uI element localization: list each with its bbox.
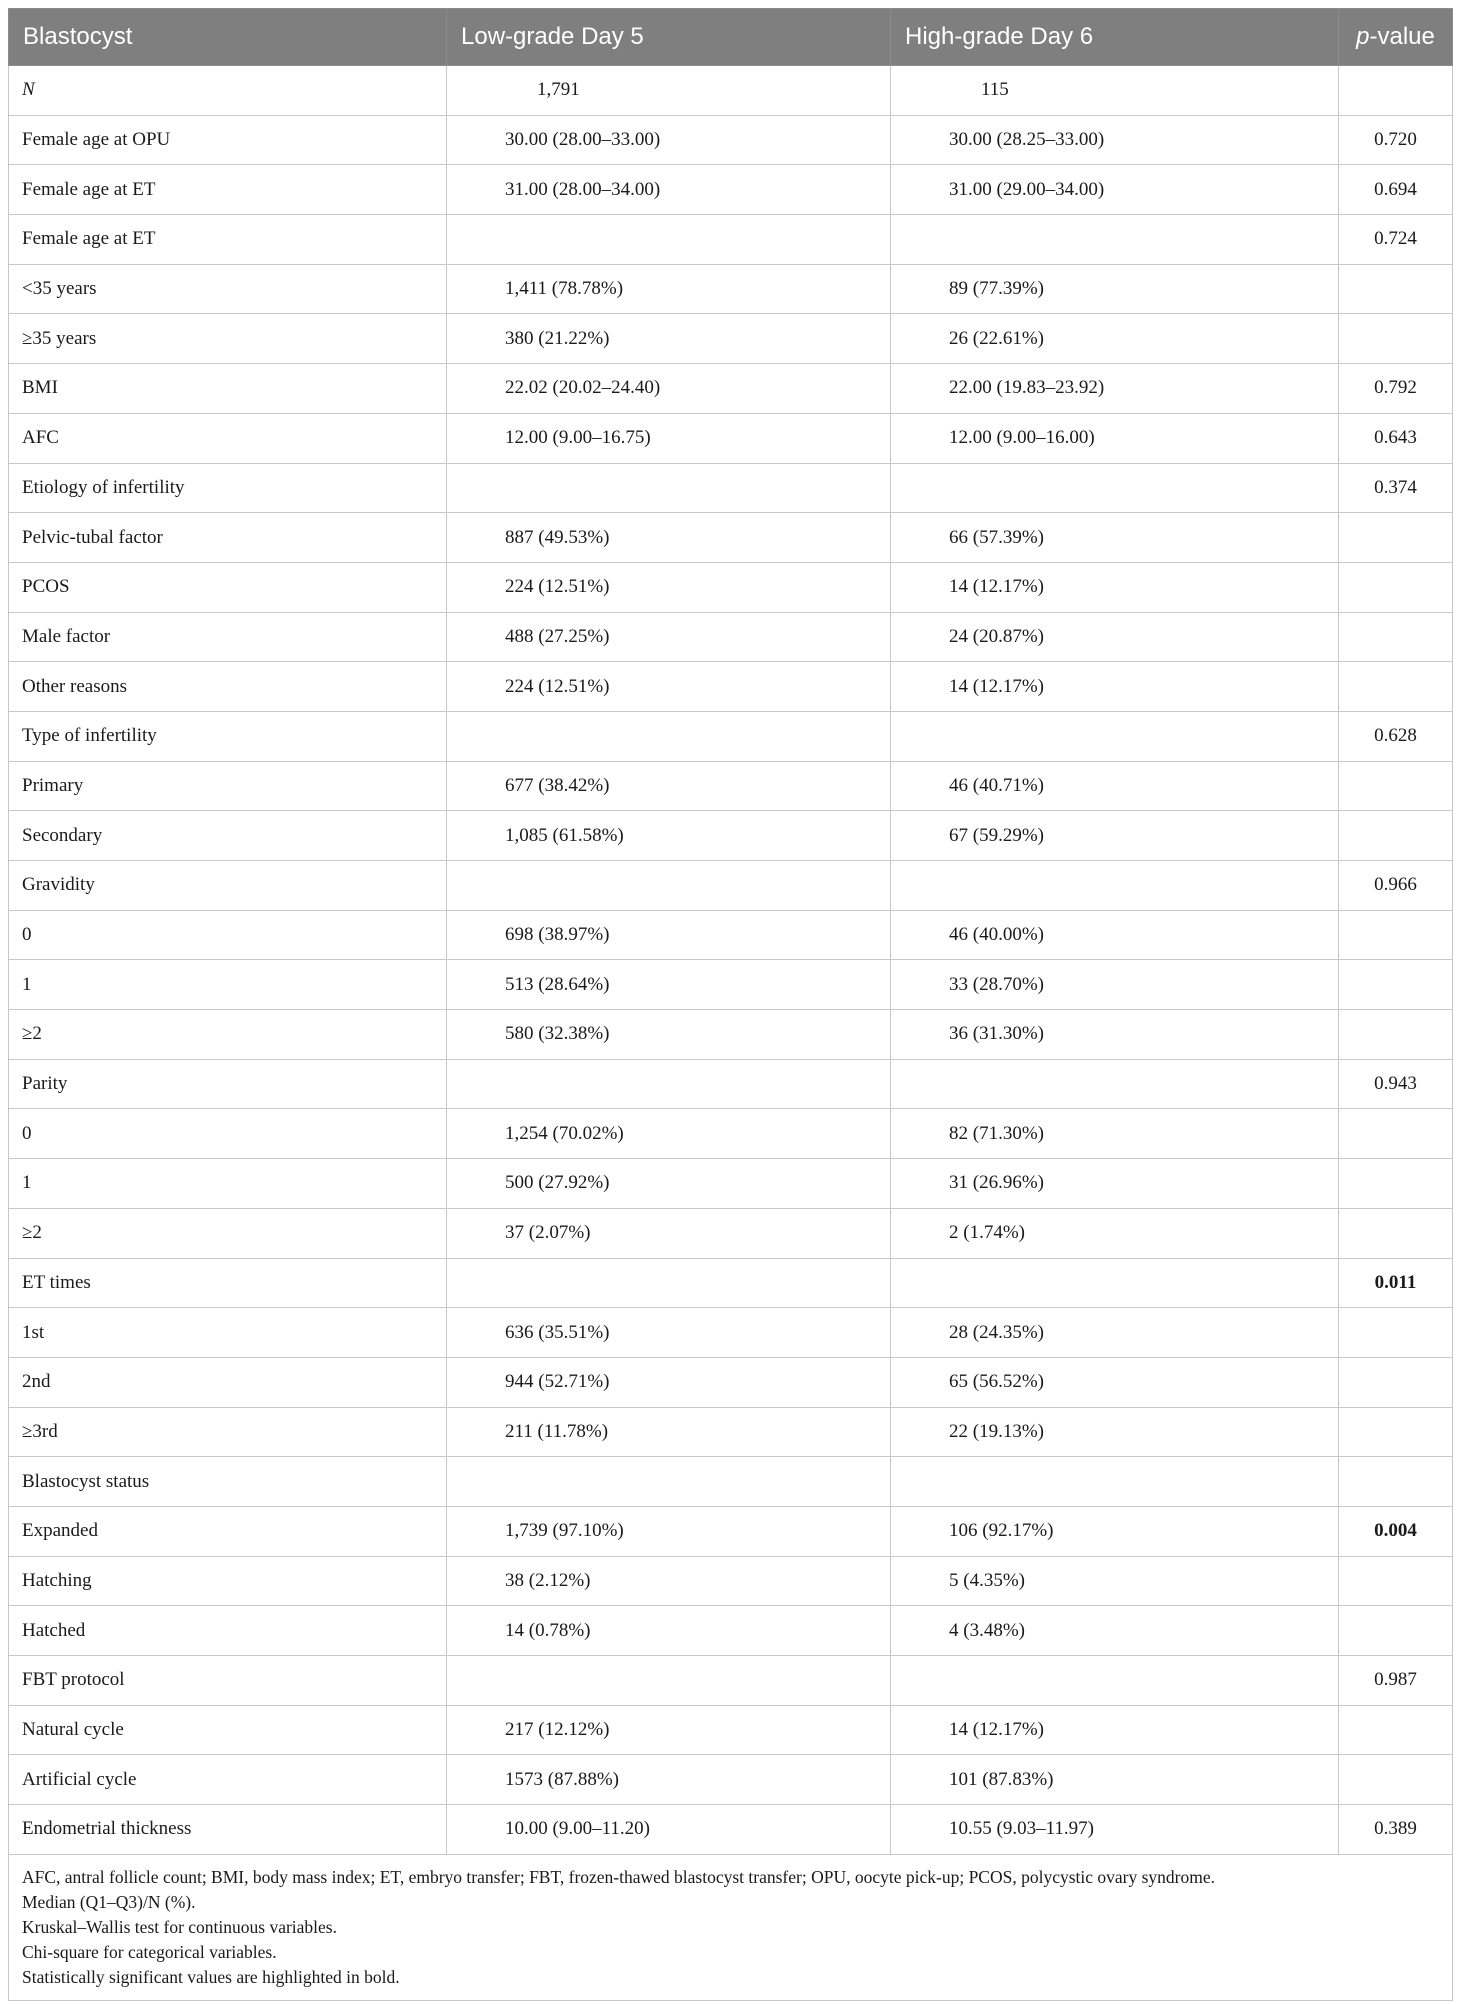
table-row [9, 960, 1453, 1010]
table-row [9, 115, 1453, 165]
high-grade-day6-value: 115 [891, 66, 1339, 116]
footnote-row [9, 1854, 1453, 2000]
table-row [9, 513, 1453, 563]
row-label: Female age at ET [9, 215, 447, 265]
low-grade-day5-value: 500 (27.92%) [447, 1159, 891, 1209]
row-label: Etiology of infertility [9, 463, 447, 513]
high-grade-day6-value: 10.55 (9.03–11.97) [891, 1805, 1339, 1855]
low-grade-day5-value: 1,739 (97.10%) [447, 1506, 891, 1556]
table-row [9, 612, 1453, 662]
high-grade-day6-value [891, 1059, 1339, 1109]
p-value [1339, 513, 1453, 563]
table-row [9, 463, 1453, 513]
table-row [9, 215, 1453, 265]
high-grade-day6-value: 28 (24.35%) [891, 1308, 1339, 1358]
row-label: BMI [9, 364, 447, 414]
p-value: 0.374 [1339, 463, 1453, 513]
p-value [1339, 761, 1453, 811]
header-blastocyst: Blastocyst [9, 9, 447, 66]
p-value: 0.792 [1339, 364, 1453, 414]
row-label: Female age at ET [9, 165, 447, 215]
low-grade-day5-value: 636 (35.51%) [447, 1308, 891, 1358]
p-value [1339, 1457, 1453, 1507]
high-grade-day6-value: 30.00 (28.25–33.00) [891, 115, 1339, 165]
low-grade-day5-value: 224 (12.51%) [447, 562, 891, 612]
low-grade-day5-value: 513 (28.64%) [447, 960, 891, 1010]
table-row [9, 1208, 1453, 1258]
table-header [9, 9, 1453, 66]
high-grade-day6-value: 65 (56.52%) [891, 1357, 1339, 1407]
row-label: Gravidity [9, 861, 447, 911]
table-row [9, 1656, 1453, 1706]
table-row [9, 811, 1453, 861]
row-label: PCOS [9, 562, 447, 612]
low-grade-day5-value: 38 (2.12%) [447, 1556, 891, 1606]
low-grade-day5-value: 1,411 (78.78%) [447, 264, 891, 314]
table-row [9, 66, 1453, 116]
baseline-characteristics-table-container [8, 8, 1452, 2001]
high-grade-day6-value: 106 (92.17%) [891, 1506, 1339, 1556]
row-label: Other reasons [9, 662, 447, 712]
high-grade-day6-value [891, 861, 1339, 911]
row-label: 0 [9, 910, 447, 960]
p-value: 0.724 [1339, 215, 1453, 265]
table-row [9, 1258, 1453, 1308]
high-grade-day6-value: 82 (71.30%) [891, 1109, 1339, 1159]
high-grade-day6-value: 46 (40.00%) [891, 910, 1339, 960]
low-grade-day5-value: 677 (38.42%) [447, 761, 891, 811]
table-row [9, 1357, 1453, 1407]
high-grade-day6-value [891, 711, 1339, 761]
high-grade-day6-value [891, 463, 1339, 513]
table-row [9, 1705, 1453, 1755]
row-label: Blastocyst status [9, 1457, 447, 1507]
row-label: ≥2 [9, 1208, 447, 1258]
high-grade-day6-value: 4 (3.48%) [891, 1606, 1339, 1656]
table-row [9, 861, 1453, 911]
p-value [1339, 910, 1453, 960]
row-label: ≥2 [9, 1010, 447, 1060]
table-row [9, 364, 1453, 414]
row-label: N [9, 66, 447, 116]
header-high-grade-day6: High-grade Day 6 [891, 9, 1339, 66]
p-value [1339, 1159, 1453, 1209]
p-value [1339, 1010, 1453, 1060]
row-label: 0 [9, 1109, 447, 1159]
footnotes-cell [9, 1854, 1453, 2000]
p-value: 0.628 [1339, 711, 1453, 761]
row-label: Natural cycle [9, 1705, 447, 1755]
table-row [9, 1109, 1453, 1159]
p-value: 0.004 [1339, 1506, 1453, 1556]
p-value [1339, 264, 1453, 314]
header-low-grade-day5: Low-grade Day 5 [447, 9, 891, 66]
high-grade-day6-value: 26 (22.61%) [891, 314, 1339, 364]
high-grade-day6-value: 33 (28.70%) [891, 960, 1339, 1010]
p-value [1339, 1755, 1453, 1805]
high-grade-day6-value: 22.00 (19.83–23.92) [891, 364, 1339, 414]
p-value [1339, 1407, 1453, 1457]
low-grade-day5-value: 12.00 (9.00–16.75) [447, 413, 891, 463]
high-grade-day6-value: 46 (40.71%) [891, 761, 1339, 811]
table-row [9, 711, 1453, 761]
row-label: Expanded [9, 1506, 447, 1556]
low-grade-day5-value: 224 (12.51%) [447, 662, 891, 712]
footnote-abbreviations: AFC, antral follicle count; BMI, body mass index; ET, embryo transfer; FBT, frozen-thawed blastocyst transfer; OPU, oocyte pick-up; PCOS, polycystic ovary syndrome. [22, 1866, 1216, 1887]
p-value: 0.389 [1339, 1805, 1453, 1855]
p-value: 0.643 [1339, 413, 1453, 463]
low-grade-day5-value: 37 (2.07%) [447, 1208, 891, 1258]
p-value [1339, 1556, 1453, 1606]
p-value: 0.011 [1339, 1258, 1453, 1308]
high-grade-day6-value [891, 1457, 1339, 1507]
row-label: Parity [9, 1059, 447, 1109]
low-grade-day5-value [447, 463, 891, 513]
row-label: Secondary [9, 811, 447, 861]
low-grade-day5-value: 580 (32.38%) [447, 1010, 891, 1060]
table-row [9, 165, 1453, 215]
footnote-median: Median (Q1–Q3)/N (%). [22, 1891, 196, 1912]
row-label: <35 years [9, 264, 447, 314]
low-grade-day5-value: 22.02 (20.02–24.40) [447, 364, 891, 414]
row-label: 1 [9, 1159, 447, 1209]
p-value: 0.720 [1339, 115, 1453, 165]
baseline-characteristics-table [8, 8, 1453, 2001]
table-row [9, 1805, 1453, 1855]
table-row [9, 1010, 1453, 1060]
row-label: ≥35 years [9, 314, 447, 364]
high-grade-day6-value: 24 (20.87%) [891, 612, 1339, 662]
footnote-chi-square: Chi-square for categorical variables. [22, 1941, 277, 1962]
p-value [1339, 1308, 1453, 1358]
row-label: 1 [9, 960, 447, 1010]
low-grade-day5-value: 380 (21.22%) [447, 314, 891, 364]
high-grade-day6-value: 5 (4.35%) [891, 1556, 1339, 1606]
table-row [9, 1457, 1453, 1507]
high-grade-day6-value: 14 (12.17%) [891, 662, 1339, 712]
table-row [9, 314, 1453, 364]
high-grade-day6-value [891, 215, 1339, 265]
p-value [1339, 1208, 1453, 1258]
high-grade-day6-value: 101 (87.83%) [891, 1755, 1339, 1805]
high-grade-day6-value: 89 (77.39%) [891, 264, 1339, 314]
low-grade-day5-value [447, 1059, 891, 1109]
p-value: 0.694 [1339, 165, 1453, 215]
high-grade-day6-value: 14 (12.17%) [891, 562, 1339, 612]
high-grade-day6-value: 36 (31.30%) [891, 1010, 1339, 1060]
low-grade-day5-value [447, 711, 891, 761]
row-label: Primary [9, 761, 447, 811]
low-grade-day5-value [447, 1258, 891, 1308]
high-grade-day6-value [891, 1258, 1339, 1308]
row-label: Type of infertility [9, 711, 447, 761]
p-value [1339, 662, 1453, 712]
low-grade-day5-value: 30.00 (28.00–33.00) [447, 115, 891, 165]
high-grade-day6-value: 66 (57.39%) [891, 513, 1339, 563]
p-value [1339, 612, 1453, 662]
high-grade-day6-value: 2 (1.74%) [891, 1208, 1339, 1258]
p-value [1339, 1606, 1453, 1656]
footnote-kruskal: Kruskal–Wallis test for continuous variables. [22, 1916, 337, 1937]
table-body [9, 66, 1453, 1855]
low-grade-day5-value [447, 1656, 891, 1706]
table-row [9, 1407, 1453, 1457]
row-label: Male factor [9, 612, 447, 662]
table-row [9, 413, 1453, 463]
low-grade-day5-value: 887 (49.53%) [447, 513, 891, 563]
row-label: 2nd [9, 1357, 447, 1407]
high-grade-day6-value: 31 (26.96%) [891, 1159, 1339, 1209]
p-value [1339, 1357, 1453, 1407]
low-grade-day5-value: 10.00 (9.00–11.20) [447, 1805, 891, 1855]
p-value [1339, 562, 1453, 612]
row-label: AFC [9, 413, 447, 463]
low-grade-day5-value: 1573 (87.88%) [447, 1755, 891, 1805]
table-footer [9, 1854, 1453, 2000]
p-value: 0.966 [1339, 861, 1453, 911]
high-grade-day6-value: 14 (12.17%) [891, 1705, 1339, 1755]
table-row [9, 1606, 1453, 1656]
p-value: 0.943 [1339, 1059, 1453, 1109]
p-value [1339, 66, 1453, 116]
table-row [9, 1159, 1453, 1209]
table-row [9, 761, 1453, 811]
p-value [1339, 1109, 1453, 1159]
low-grade-day5-value: 944 (52.71%) [447, 1357, 891, 1407]
high-grade-day6-value: 12.00 (9.00–16.00) [891, 413, 1339, 463]
row-label: ≥3rd [9, 1407, 447, 1457]
table-row [9, 1506, 1453, 1556]
table-row [9, 1308, 1453, 1358]
low-grade-day5-value [447, 215, 891, 265]
high-grade-day6-value: 22 (19.13%) [891, 1407, 1339, 1457]
row-label: FBT protocol [9, 1656, 447, 1706]
table-row [9, 1059, 1453, 1109]
row-label: Artificial cycle [9, 1755, 447, 1805]
header-p-italic: p [1356, 23, 1370, 50]
header-row [9, 9, 1453, 66]
table-row [9, 1755, 1453, 1805]
low-grade-day5-value: 217 (12.12%) [447, 1705, 891, 1755]
low-grade-day5-value: 1,085 (61.58%) [447, 811, 891, 861]
row-label: 1st [9, 1308, 447, 1358]
low-grade-day5-value: 488 (27.25%) [447, 612, 891, 662]
p-value: 0.987 [1339, 1656, 1453, 1706]
p-value [1339, 960, 1453, 1010]
row-label: Pelvic-tubal factor [9, 513, 447, 563]
high-grade-day6-value [891, 1656, 1339, 1706]
low-grade-day5-value [447, 1457, 891, 1507]
table-row [9, 264, 1453, 314]
row-label: Hatched [9, 1606, 447, 1656]
low-grade-day5-value: 31.00 (28.00–34.00) [447, 165, 891, 215]
row-label: ET times [9, 1258, 447, 1308]
row-label: Female age at OPU [9, 115, 447, 165]
header-p-value [1339, 9, 1453, 66]
table-row [9, 910, 1453, 960]
low-grade-day5-value: 14 (0.78%) [447, 1606, 891, 1656]
table-row [9, 662, 1453, 712]
header-p-suffix: -value [1369, 23, 1435, 50]
low-grade-day5-value [447, 861, 891, 911]
low-grade-day5-value: 1,791 [447, 66, 891, 116]
p-value [1339, 811, 1453, 861]
table-row [9, 1556, 1453, 1606]
row-label: Hatching [9, 1556, 447, 1606]
footnote-significance: Statistically significant values are highlighted in bold. [22, 1966, 400, 1987]
table-row [9, 562, 1453, 612]
p-value [1339, 314, 1453, 364]
high-grade-day6-value: 67 (59.29%) [891, 811, 1339, 861]
high-grade-day6-value: 31.00 (29.00–34.00) [891, 165, 1339, 215]
low-grade-day5-value: 698 (38.97%) [447, 910, 891, 960]
row-label: Endometrial thickness [9, 1805, 447, 1855]
low-grade-day5-value: 211 (11.78%) [447, 1407, 891, 1457]
p-value [1339, 1705, 1453, 1755]
low-grade-day5-value: 1,254 (70.02%) [447, 1109, 891, 1159]
